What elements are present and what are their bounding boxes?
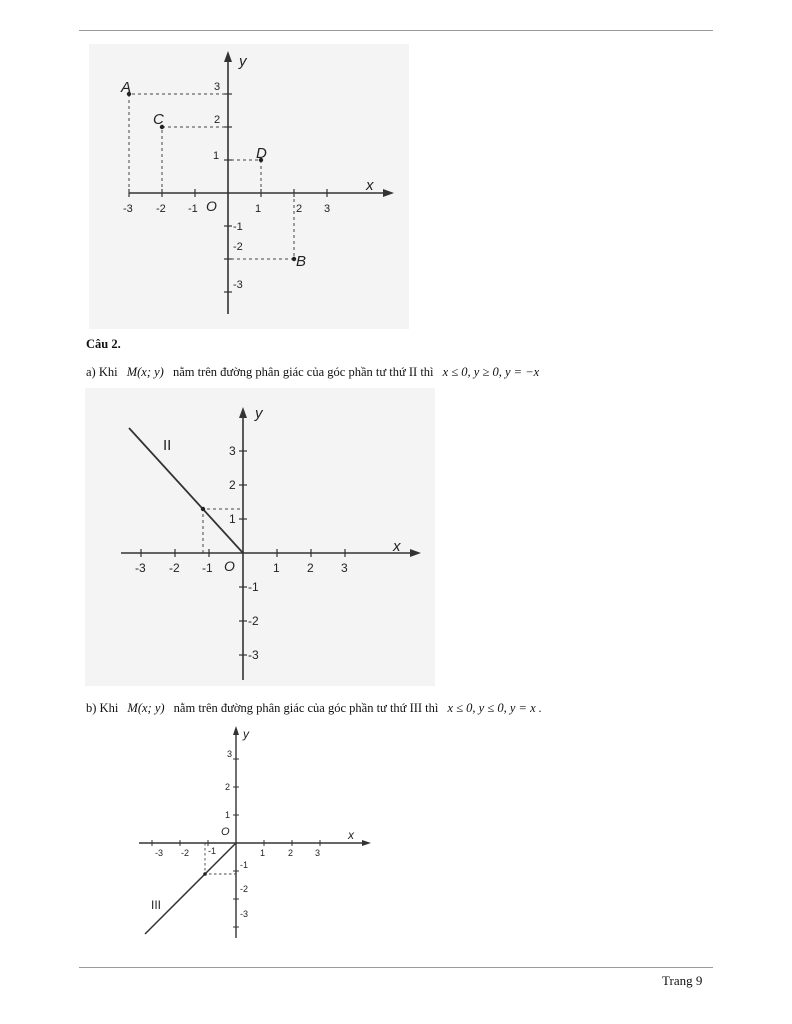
y-tick-label: -3 <box>240 909 249 919</box>
x-tick-label: -3 <box>135 561 146 575</box>
header-rule <box>79 30 713 31</box>
origin-label: O <box>206 198 217 214</box>
part-a-point: M(x; y) <box>126 365 164 379</box>
point-label-C: C <box>153 111 164 128</box>
sample-point <box>203 872 207 876</box>
y-axis-label: y <box>243 727 249 741</box>
x-tick-label: -1 <box>188 203 198 215</box>
line-label: II <box>163 437 172 454</box>
figure-background <box>89 44 409 329</box>
part-a-prefix: a) Khi <box>86 365 118 379</box>
y-tick-label: 3 <box>214 81 221 93</box>
origin-label: O <box>224 558 235 574</box>
x-tick-label: 3 <box>324 203 331 215</box>
part-b-text: nằm trên đường phân giác của góc phần tư thứ III thì <box>173 701 439 715</box>
x-tick-label: 1 <box>260 848 266 858</box>
x-tick-label: 2 <box>296 203 303 215</box>
line-label: III <box>151 898 162 912</box>
part-a-condition: x ≤ 0, y ≥ 0, y = −x <box>442 365 540 379</box>
x-tick-label: 1 <box>273 561 280 575</box>
x-tick-label: -1 <box>202 561 213 575</box>
part-b-point: M(x; y) <box>127 701 165 715</box>
y-tick-label: 3 <box>227 749 233 759</box>
point-label-B: B <box>296 253 307 270</box>
origin-label: O <box>221 826 230 838</box>
x-tick-label: 2 <box>288 848 294 858</box>
part-b-prefix: b) Khi <box>86 701 119 715</box>
x-tick-label: 3 <box>315 848 321 858</box>
part-a-text: nằm trên đường phân giác của góc phần tư thứ II thì <box>172 365 434 379</box>
y-axis-label: y <box>255 405 263 422</box>
x-axis-label: x <box>393 538 401 555</box>
x-axis-label: x <box>348 828 354 842</box>
figure-background <box>85 388 435 686</box>
part-b-condition: x ≤ 0, y ≤ 0, y = x . <box>447 701 542 715</box>
y-tick-label: 1 <box>213 150 220 162</box>
sample-point <box>201 507 205 511</box>
part-b-line <box>86 700 542 716</box>
x-axis-arrow <box>362 840 371 846</box>
y-tick-label: -3 <box>233 279 243 291</box>
x-tick-label: -3 <box>123 203 133 215</box>
coordinate-plane-figure-2 <box>85 388 435 686</box>
y-tick-label: 3 <box>229 444 236 458</box>
page-number: Trang 9 <box>662 973 703 988</box>
y-tick-label: 2 <box>214 114 221 126</box>
y-tick-label: -1 <box>240 860 249 870</box>
y-tick-label: -1 <box>248 580 259 594</box>
x-tick-label: -2 <box>181 848 190 858</box>
x-tick-label: -1 <box>208 846 217 856</box>
y-tick-label: -2 <box>240 884 249 894</box>
y-tick-label: 2 <box>225 782 231 792</box>
y-tick-label: 1 <box>225 810 231 820</box>
coordinate-plane-figure-1 <box>89 44 409 329</box>
x-tick-label: 1 <box>255 203 262 215</box>
x-tick-label: -2 <box>169 561 180 575</box>
y-tick-label: -2 <box>233 241 243 253</box>
y-tick-label: 2 <box>229 478 236 492</box>
y-tick-label: -2 <box>248 614 259 628</box>
point-label-A: A <box>121 79 132 96</box>
x-tick-label: -3 <box>155 848 164 858</box>
y-tick-label: 1 <box>229 512 236 526</box>
point-label-D: D <box>256 145 267 162</box>
x-tick-label: 2 <box>307 561 314 575</box>
y-tick-label: -3 <box>248 648 259 662</box>
footer-rule <box>79 967 713 968</box>
x-tick-label: -2 <box>156 203 166 215</box>
y-axis-arrow <box>233 726 239 735</box>
y-tick-label: -1 <box>233 221 243 233</box>
coordinate-plane-figure-3 <box>135 722 385 942</box>
y-axis-label: y <box>239 53 247 70</box>
question-heading: Câu 2. <box>86 337 121 351</box>
x-axis-label: x <box>366 177 374 194</box>
part-a-line <box>86 364 539 380</box>
x-tick-label: 3 <box>341 561 348 575</box>
